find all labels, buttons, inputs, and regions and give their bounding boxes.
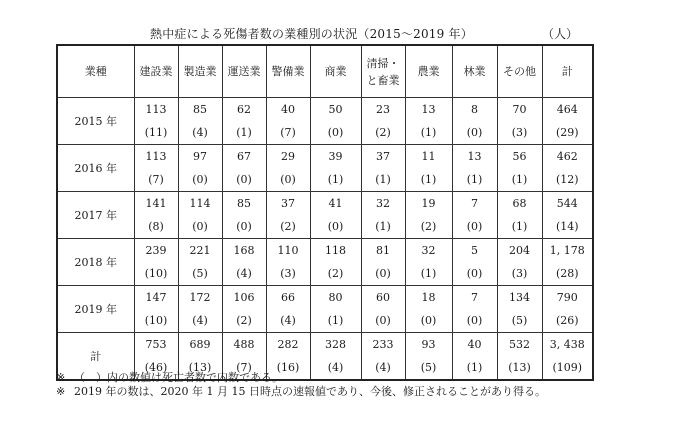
count-cell: 93: [405, 333, 452, 357]
row-label: 2019 年: [57, 286, 134, 333]
death-count-cell: (1): [405, 121, 452, 145]
death-count-cell: (1): [405, 168, 452, 192]
count-cell: 118: [310, 239, 361, 263]
count-cell: 60: [361, 286, 405, 310]
count-cell: 544: [542, 192, 593, 216]
count-cell: 8: [452, 98, 497, 122]
count-cell: 1, 178: [542, 239, 593, 263]
death-count-cell: (29): [542, 121, 593, 145]
table-row: [57, 145, 593, 169]
death-count-cell: (4): [178, 309, 222, 333]
death-count-cell: (0): [452, 309, 497, 333]
death-count-cell: (1): [452, 168, 497, 192]
table-row: [57, 192, 593, 216]
count-cell: 532: [497, 333, 542, 357]
death-count-cell: (8): [134, 215, 178, 239]
count-cell: 41: [310, 192, 361, 216]
count-cell: 39: [310, 145, 361, 169]
count-cell: 5: [452, 239, 497, 263]
death-count-cell: (14): [542, 215, 593, 239]
death-count-cell: (4): [178, 121, 222, 145]
count-cell: 23: [361, 98, 405, 122]
death-count-cell: (7): [266, 121, 310, 145]
death-count-cell: (0): [452, 262, 497, 286]
count-cell: 464: [542, 98, 593, 122]
count-cell: 204: [497, 239, 542, 263]
header-cell: 計: [542, 45, 593, 98]
count-cell: 13: [405, 98, 452, 122]
death-count-cell: (1): [452, 356, 497, 380]
table-row-deaths: [57, 309, 593, 333]
count-cell: 3, 438: [542, 333, 593, 357]
footnote: [56, 371, 656, 385]
table-row: [57, 333, 593, 357]
header-cleaning-line2: と畜業: [366, 73, 400, 87]
unit-label: （人）: [542, 27, 579, 41]
death-count-cell: (26): [542, 309, 593, 333]
footnote: [56, 385, 656, 399]
death-count-cell: (1): [405, 262, 452, 286]
count-cell: 239: [134, 239, 178, 263]
count-cell: 85: [222, 192, 266, 216]
count-cell: 19: [405, 192, 452, 216]
count-cell: 66: [266, 286, 310, 310]
death-count-cell: (3): [266, 262, 310, 286]
header-cell: 製造業: [178, 45, 222, 98]
death-count-cell: (0): [361, 262, 405, 286]
table-row: [57, 286, 593, 310]
count-cell: 689: [178, 333, 222, 357]
row-label: 2015 年: [57, 98, 134, 145]
death-count-cell: (2): [222, 309, 266, 333]
death-count-cell: (1): [222, 121, 266, 145]
death-count-cell: (109): [542, 356, 593, 380]
header-cell: 農業: [405, 45, 452, 98]
death-count-cell: (1): [497, 168, 542, 192]
count-cell: 7: [452, 192, 497, 216]
header-cleaning-line1: 清掃・: [366, 56, 400, 70]
table-row-deaths: [57, 168, 593, 192]
count-cell: 114: [178, 192, 222, 216]
death-count-cell: (7): [222, 356, 266, 380]
death-count-cell: (12): [542, 168, 593, 192]
header-cell: 運送業: [222, 45, 266, 98]
death-count-cell: (3): [497, 121, 542, 145]
death-count-cell: (10): [134, 262, 178, 286]
count-cell: 462: [542, 145, 593, 169]
count-cell: 18: [405, 286, 452, 310]
count-cell: 753: [134, 333, 178, 357]
death-count-cell: (5): [405, 356, 452, 380]
count-cell: 172: [178, 286, 222, 310]
count-cell: 113: [134, 145, 178, 169]
table-row-deaths: [57, 215, 593, 239]
count-cell: 40: [266, 98, 310, 122]
header-cell: その他: [497, 45, 542, 98]
count-cell: 168: [222, 239, 266, 263]
death-count-cell: (13): [497, 356, 542, 380]
death-count-cell: (11): [134, 121, 178, 145]
count-cell: 56: [497, 145, 542, 169]
footnote-text: （ ）内の数値は死亡者数で内数である。: [74, 371, 283, 384]
count-cell: 67: [222, 145, 266, 169]
death-count-cell: (2): [405, 215, 452, 239]
death-count-cell: (4): [361, 356, 405, 380]
header-cell: 建設業: [134, 45, 178, 98]
death-count-cell: (5): [497, 309, 542, 333]
death-count-cell: (13): [178, 356, 222, 380]
death-count-cell: (16): [266, 356, 310, 380]
count-cell: 110: [266, 239, 310, 263]
count-cell: 37: [266, 192, 310, 216]
death-count-cell: (0): [222, 215, 266, 239]
count-cell: 68: [497, 192, 542, 216]
death-count-cell: (0): [361, 309, 405, 333]
count-cell: 328: [310, 333, 361, 357]
count-cell: 37: [361, 145, 405, 169]
death-count-cell: (0): [310, 121, 361, 145]
row-label: 2018 年: [57, 239, 134, 286]
count-cell: 106: [222, 286, 266, 310]
footnote-mark: ※: [56, 385, 66, 398]
count-cell: 221: [178, 239, 222, 263]
header-cell-cleaning: [361, 45, 405, 98]
row-label: 2016 年: [57, 145, 134, 192]
count-cell: 80: [310, 286, 361, 310]
injury-statistics-table: [56, 44, 594, 381]
table-row-deaths: [57, 262, 593, 286]
death-count-cell: (2): [266, 215, 310, 239]
death-count-cell: (0): [266, 168, 310, 192]
count-cell: 7: [452, 286, 497, 310]
count-cell: 11: [405, 145, 452, 169]
death-count-cell: (2): [361, 121, 405, 145]
count-cell: 29: [266, 145, 310, 169]
table-row: [57, 239, 593, 263]
count-cell: 50: [310, 98, 361, 122]
count-cell: 40: [452, 333, 497, 357]
death-count-cell: (4): [266, 309, 310, 333]
count-cell: 70: [497, 98, 542, 122]
count-cell: 147: [134, 286, 178, 310]
row-label: 計: [57, 333, 134, 381]
death-count-cell: (1): [361, 168, 405, 192]
death-count-cell: (10): [134, 309, 178, 333]
death-count-cell: (4): [310, 356, 361, 380]
count-cell: 62: [222, 98, 266, 122]
death-count-cell: (0): [178, 215, 222, 239]
death-count-cell: (2): [310, 262, 361, 286]
table-row-deaths: [57, 121, 593, 145]
count-cell: 134: [497, 286, 542, 310]
death-count-cell: (1): [310, 168, 361, 192]
table-title: 熱中症による死傷者数の業種別の状況（2015～2019 年）: [150, 27, 473, 41]
death-count-cell: (5): [178, 262, 222, 286]
death-count-cell: (0): [405, 309, 452, 333]
death-count-cell: (0): [452, 215, 497, 239]
count-cell: 97: [178, 145, 222, 169]
header-cell: 警備業: [266, 45, 310, 98]
footnotes: [56, 371, 656, 399]
count-cell: 790: [542, 286, 593, 310]
count-cell: 81: [361, 239, 405, 263]
header-cell: 商業: [310, 45, 361, 98]
count-cell: 85: [178, 98, 222, 122]
header-row: [57, 45, 593, 98]
death-count-cell: (3): [497, 262, 542, 286]
count-cell: 233: [361, 333, 405, 357]
header-cell: 林業: [452, 45, 497, 98]
footnote-mark: ※: [56, 371, 66, 384]
death-count-cell: (1): [310, 309, 361, 333]
death-count-cell: (7): [134, 168, 178, 192]
table-row: [57, 98, 593, 122]
footnote-text: 2019 年の数は、2020 年 1 月 15 日時点の速報値であり、今後、修正されることがあり得る。: [74, 385, 546, 398]
count-cell: 113: [134, 98, 178, 122]
death-count-cell: (4): [222, 262, 266, 286]
count-cell: 141: [134, 192, 178, 216]
death-count-cell: (1): [361, 215, 405, 239]
count-cell: 32: [361, 192, 405, 216]
count-cell: 282: [266, 333, 310, 357]
death-count-cell: (28): [542, 262, 593, 286]
death-count-cell: (0): [178, 168, 222, 192]
death-count-cell: (0): [222, 168, 266, 192]
header-cell: 業種: [57, 45, 134, 98]
death-count-cell: (1): [497, 215, 542, 239]
count-cell: 13: [452, 145, 497, 169]
death-count-cell: (0): [310, 215, 361, 239]
death-count-cell: (46): [134, 356, 178, 380]
row-label: 2017 年: [57, 192, 134, 239]
count-cell: 32: [405, 239, 452, 263]
count-cell: 488: [222, 333, 266, 357]
death-count-cell: (0): [452, 121, 497, 145]
